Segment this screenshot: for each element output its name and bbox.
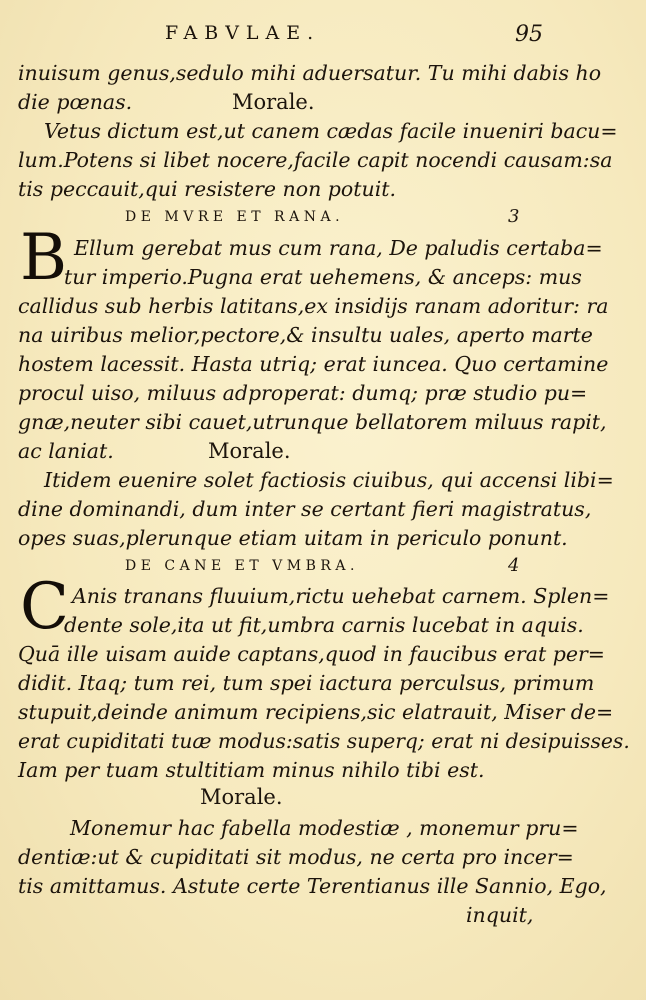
running-head: [0, 22, 646, 52]
text-line: hostem lacessit. Hasta utriq; erat iuncea. Quo certamine: [18, 352, 609, 376]
text-line: Monemur hac fabella modestiæ , monemur pru=: [70, 816, 579, 840]
morale-heading: Morale.: [232, 90, 315, 114]
fable-number: 4: [508, 555, 520, 576]
text-line: ac laniat. Morale.: [0, 436, 646, 466]
text-line: die pœnas. Morale.: [0, 87, 646, 117]
text-line: Itidem euenire solet factiosis ciuibus, qui accensi libi=: [44, 468, 614, 492]
text-line: callidus sub herbis latitans,ex insidijs ranam adoritur: ra: [18, 294, 609, 318]
text-line: gnæ,neuter sibi cauet,utrunque bellatorem miluus rapit,: [18, 410, 607, 434]
text-line: dine dominandi, dum inter se certant fieri magistratus,: [18, 497, 592, 521]
fable-heading: [0, 203, 646, 231]
fable-title: DE MVRE ET RANA.: [125, 209, 345, 225]
text-line: Iam per tuam stultitiam minus nihilo tibi est.: [18, 758, 485, 782]
text-line: tis amittamus. Astute certe Terentianus ille Sannio, Ego,: [18, 874, 607, 898]
text-line: stupuit,deinde animum recipiens,sic elatrauit, Miser de=: [18, 700, 614, 724]
drop-cap: C: [20, 570, 69, 644]
text-line: Anis tranans fluuium,rictu uehebat carnem. Splen=: [72, 584, 610, 608]
catchword-line: [0, 900, 646, 930]
page-number: 95: [515, 22, 543, 47]
fable-number: 3: [508, 206, 520, 227]
text-line: opes suas,plerunque etiam uitam in periculo ponunt.: [18, 526, 568, 550]
morale-heading: Morale.: [200, 785, 283, 809]
text-line: tis peccauit,qui resistere non potuit.: [18, 177, 397, 201]
text-line: [0, 782, 646, 812]
text-line: didit. Itaq; tum rei, tum spei iactura perculsus, primum: [18, 671, 595, 695]
drop-cap: B: [20, 221, 68, 295]
morale-heading: Morale.: [208, 439, 291, 463]
text-line: Vetus dictum est,ut canem cædas facile inueniri bacu=: [44, 119, 618, 143]
catchword: inquit,: [466, 903, 534, 927]
text-line: lum.Potens si libet nocere,facile capit nocendi causam:sa: [18, 148, 613, 172]
text-line: dentiæ:ut & cupiditati sit modus, ne certa pro incer=: [18, 845, 574, 869]
fable-title: DE CANE ET VMBRA.: [125, 558, 359, 574]
text-line: procul uiso, miluus adproperat: dumq; præ studio pu=: [18, 381, 588, 405]
running-title: FABVLAE.: [165, 22, 321, 44]
text-line: Ellum gerebat mus cum rana, De paludis certaba=: [74, 236, 603, 260]
text-line: na uiribus melior,pectore,& insultu uales, aperto marte: [18, 323, 593, 347]
text-line: inuisum genus,sedulo mihi aduersatur. Tu mihi dabis ho: [18, 61, 602, 85]
fable-heading: [0, 552, 646, 580]
text-line: erat cupiditati tuæ modus:satis superq; erat ni desipuisses.: [18, 729, 630, 753]
text-line: tur imperio.Pugna erat uehemens, & anceps: mus: [64, 265, 582, 289]
text-line: dente sole,ita ut fit,umbra carnis lucebat in aquis.: [64, 613, 584, 637]
text-line: Quā ille uisam auide captans,quod in faucibus erat per=: [18, 642, 605, 666]
